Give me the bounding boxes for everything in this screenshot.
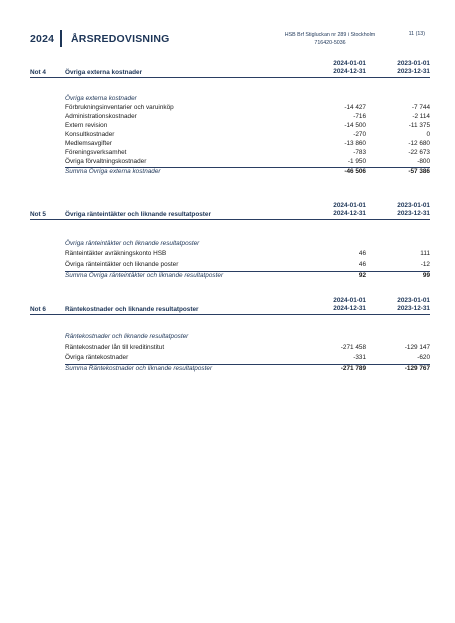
organization-name: HSB Brf Stigluckan nr 289 i Stockholm [284,32,376,38]
table-row: Föreningsverksamhet -783 -22 673 [65,149,430,156]
group-title: Övriga ränteintäkter och liknande resultatposter [65,240,200,247]
period-current: 2024-01-01 2024-12-31 [333,202,366,217]
period-current: 2024-01-01 2024-12-31 [333,297,366,312]
note-title: Övriga externa kostnader [65,69,143,76]
group-title: Övriga externa kostnader [65,95,137,102]
table-row: Övriga förvaltningskostnader -1 950 -800 [65,158,430,165]
sum-row: Summa Övriga ränteintäkter och liknande resultatposter 92 99 [65,272,430,279]
table-row: Extern revision -14 500 -11 375 [65,122,430,129]
header-year: 2024 [30,33,55,45]
sum-row: Summa Räntekostnader och liknande resultatposter -271 789 -129 767 [65,365,430,372]
header-rule [30,77,430,78]
note-number: Not 5 [30,211,46,218]
note-title: Övriga ränteintäkter och liknande resultatposter [65,211,211,218]
table-row: Medlemsavgifter -13 860 -12 680 [65,140,430,147]
period-previous: 2023-01-01 2023-12-31 [397,202,430,217]
period-current: 2024-01-01 2024-12-31 [333,60,366,75]
period-previous: 2023-01-01 2023-12-31 [397,297,430,312]
note-number: Not 4 [30,69,46,76]
organization-number: 716420-5036 [314,40,346,46]
group-title: Räntekostnader och liknande resultatposter [65,333,189,340]
table-row: Räntekostnader lån till kreditinstitut -271 458 -129 147 [65,344,430,351]
note-6-header [30,297,430,314]
table-row: Förbrukningsinventarier och varuinköp -14 427 -7 744 [65,104,430,111]
header-rule [30,314,430,315]
table-row: Övriga räntekostnader -331 -620 [65,354,430,361]
header-rule [30,219,430,220]
header-divider [60,30,62,47]
note-title: Räntekostnader och liknande resultatposter [65,306,199,313]
note-5-header [30,202,430,219]
period-previous: 2023-01-01 2023-12-31 [397,60,430,75]
table-row: Administrationskostnader -716 -2 114 [65,113,430,120]
organization-info [270,31,390,47]
note-number: Not 6 [30,306,46,313]
table-row: Konsultkostnader -270 0 [65,131,430,138]
note-6-section [30,297,430,372]
table-row: Ränteintäkter avräkningskonto HSB 46 111 [65,250,430,257]
sum-row: Summa Övriga externa kostnader -46 506 -57 386 [65,168,430,175]
note-4-header [30,60,430,77]
note-5-section [30,202,430,279]
page-number: 11 (13) [408,31,425,37]
note-4-section [30,60,430,175]
document-title: ÅRSREDOVISNING [71,33,170,45]
table-row: Övriga ränteintäkter och liknande poster 46 -12 [65,261,430,268]
